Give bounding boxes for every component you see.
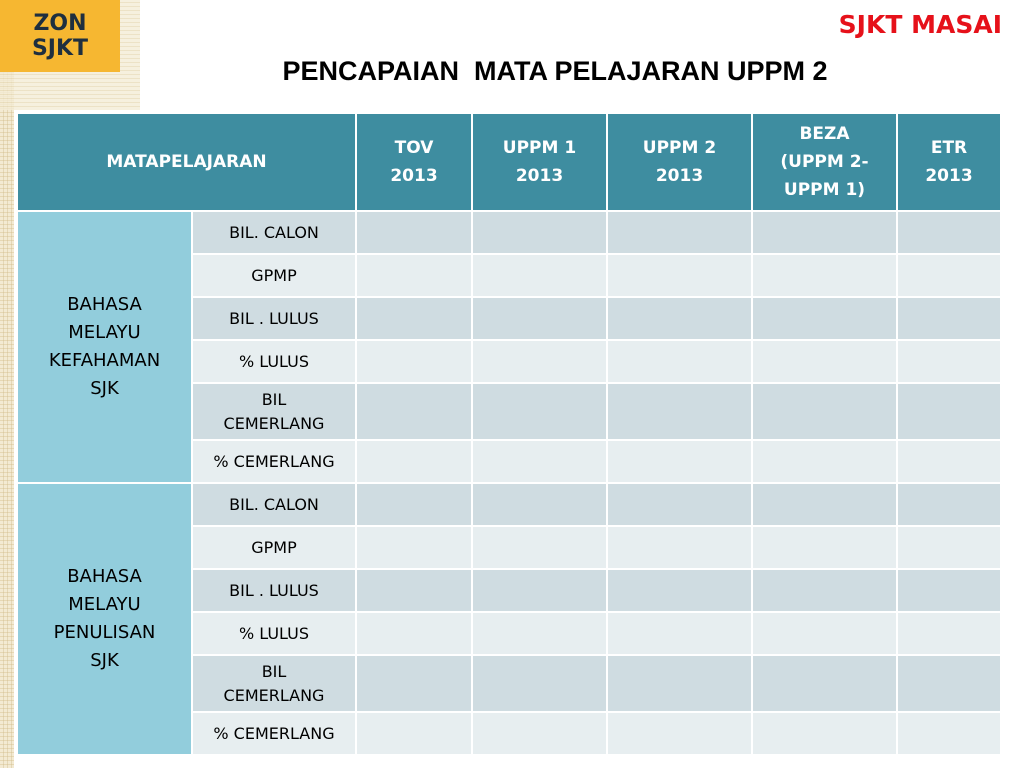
value-cell-tov <box>356 340 472 383</box>
table-row <box>17 211 1001 254</box>
value-cell-beza <box>752 712 897 755</box>
value-cell-uppm1 <box>472 526 607 569</box>
metric-label <box>192 211 356 254</box>
school-name: SJKT MASAI <box>838 10 1002 39</box>
value-cell-uppm2 <box>607 254 752 297</box>
metric-label-line: CEMERLANG <box>223 413 325 433</box>
value-cell-etr <box>897 440 1001 483</box>
subject-line: SJK <box>90 378 119 399</box>
value-cell-etr <box>897 383 1001 440</box>
metric-label-line: GPMP <box>251 265 297 285</box>
metric-label <box>192 569 356 612</box>
metric-label <box>192 655 356 712</box>
value-cell-etr <box>897 612 1001 655</box>
subject-cell <box>17 483 192 755</box>
value-cell-tov <box>356 612 472 655</box>
value-cell-tov <box>356 655 472 712</box>
metric-label <box>192 254 356 297</box>
value-cell-uppm1 <box>472 712 607 755</box>
metric-label <box>192 340 356 383</box>
value-cell-uppm2 <box>607 297 752 340</box>
metric-label <box>192 383 356 440</box>
metric-label-line: % LULUS <box>238 623 310 643</box>
value-cell-tov <box>356 712 472 755</box>
header-uppm1-line2: 2013 <box>515 166 564 186</box>
value-cell-tov <box>356 569 472 612</box>
value-cell-uppm1 <box>472 612 607 655</box>
value-cell-uppm1 <box>472 655 607 712</box>
value-cell-beza <box>752 383 897 440</box>
value-cell-uppm1 <box>472 383 607 440</box>
header-tov-line2: 2013 <box>390 166 438 186</box>
value-cell-etr <box>897 655 1001 712</box>
metric-label-line: % CEMERLANG <box>213 451 335 471</box>
value-cell-uppm2 <box>607 526 752 569</box>
value-cell-etr <box>897 254 1001 297</box>
metric-label-line: BIL . LULUS <box>229 308 319 328</box>
value-cell-uppm2 <box>607 440 752 483</box>
header-beza-line3: UPPM 1) <box>783 180 866 200</box>
value-cell-beza <box>752 297 897 340</box>
subject-line: PENULISAN <box>53 622 156 643</box>
value-cell-beza <box>752 483 897 526</box>
header-beza <box>752 113 897 211</box>
header-tov-line1: TOV <box>394 138 434 158</box>
value-cell-uppm2 <box>607 483 752 526</box>
value-cell-uppm1 <box>472 340 607 383</box>
value-cell-etr <box>897 712 1001 755</box>
value-cell-beza <box>752 655 897 712</box>
value-cell-etr <box>897 483 1001 526</box>
header-uppm1-line1: UPPM 1 <box>502 138 577 158</box>
subject-line: BAHASA <box>67 566 142 587</box>
value-cell-tov <box>356 211 472 254</box>
metric-label <box>192 612 356 655</box>
value-cell-uppm2 <box>607 211 752 254</box>
value-cell-uppm1 <box>472 440 607 483</box>
zone-badge-line1: ZON <box>33 11 87 36</box>
value-cell-beza <box>752 440 897 483</box>
subject-line: KEFAHAMAN <box>48 350 161 371</box>
value-cell-uppm1 <box>472 483 607 526</box>
metric-label <box>192 526 356 569</box>
value-cell-etr <box>897 526 1001 569</box>
value-cell-uppm1 <box>472 297 607 340</box>
subject-line: MELAYU <box>68 322 141 343</box>
table-row <box>17 483 1001 526</box>
value-cell-tov <box>356 297 472 340</box>
metric-label-line: BIL . LULUS <box>229 580 319 600</box>
value-cell-uppm1 <box>472 569 607 612</box>
value-cell-etr <box>897 211 1001 254</box>
metric-label <box>192 440 356 483</box>
value-cell-uppm2 <box>607 612 752 655</box>
subject-line: MELAYU <box>68 594 141 615</box>
metric-label-line: BIL <box>261 389 287 409</box>
header-etr-line1: ETR <box>930 138 968 158</box>
header-row <box>17 113 1001 211</box>
header-beza-line2: (UPPM 2- <box>780 152 869 172</box>
value-cell-tov <box>356 483 472 526</box>
value-cell-uppm1 <box>472 211 607 254</box>
header-uppm2 <box>607 113 752 211</box>
header-etr <box>897 113 1001 211</box>
table-body <box>17 211 1001 755</box>
metric-label-line: CEMERLANG <box>223 685 325 705</box>
metric-label-line: BIL <box>261 661 287 681</box>
subject-line: BAHASA <box>67 294 142 315</box>
metric-label-line: BIL. CALON <box>229 494 319 514</box>
metric-label <box>192 297 356 340</box>
header-beza-line1: BEZA <box>799 124 850 144</box>
page-title: PENCAPAIAN MATA PELAJARAN UPPM 2 <box>282 56 828 86</box>
header-uppm2-line2: 2013 <box>655 166 704 186</box>
value-cell-uppm2 <box>607 569 752 612</box>
value-cell-beza <box>752 526 897 569</box>
value-cell-tov <box>356 526 472 569</box>
zone-badge-line2: SJKT <box>31 36 89 61</box>
value-cell-etr <box>897 569 1001 612</box>
value-cell-uppm2 <box>607 712 752 755</box>
value-cell-tov <box>356 254 472 297</box>
value-cell-beza <box>752 340 897 383</box>
value-cell-beza <box>752 569 897 612</box>
value-cell-tov <box>356 440 472 483</box>
value-cell-uppm1 <box>472 254 607 297</box>
value-cell-tov <box>356 383 472 440</box>
subject-cell <box>17 211 192 483</box>
header-uppm1 <box>472 113 607 211</box>
value-cell-beza <box>752 254 897 297</box>
value-cell-etr <box>897 297 1001 340</box>
metric-label <box>192 483 356 526</box>
header-subject: MATAPELAJARAN <box>17 113 356 211</box>
metric-label-line: % LULUS <box>238 351 310 371</box>
header-uppm2-line1: UPPM 2 <box>642 138 717 158</box>
header-tov <box>356 113 472 211</box>
value-cell-uppm2 <box>607 383 752 440</box>
value-cell-uppm2 <box>607 340 752 383</box>
metric-label-line: BIL. CALON <box>229 222 319 242</box>
metric-label-line: GPMP <box>251 537 297 557</box>
metric-label-line: % CEMERLANG <box>213 723 335 743</box>
value-cell-beza <box>752 211 897 254</box>
header-etr-line2: 2013 <box>925 166 973 186</box>
subject-line: SJK <box>90 650 119 671</box>
value-cell-uppm2 <box>607 655 752 712</box>
value-cell-beza <box>752 612 897 655</box>
value-cell-etr <box>897 340 1001 383</box>
decorative-side-strip <box>0 0 14 768</box>
metric-label <box>192 712 356 755</box>
results-table <box>16 112 1002 756</box>
